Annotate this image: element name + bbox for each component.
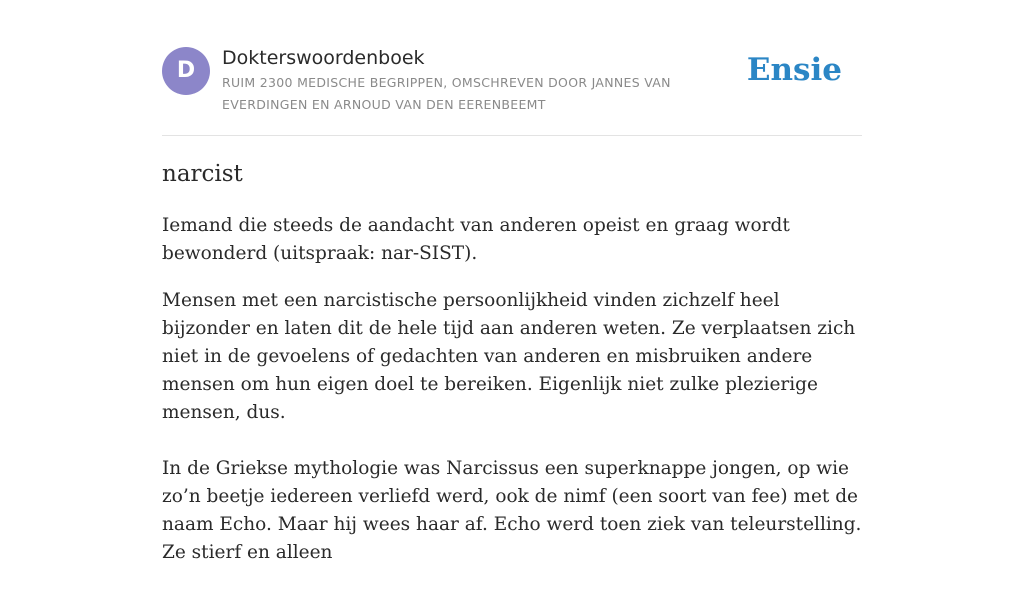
page-container: [162, 0, 862, 563]
source-name[interactable]: Dokterswoordenboek: [222, 47, 425, 69]
ensie-logo[interactable]: Ensie: [746, 52, 842, 88]
source-header: [162, 0, 862, 136]
entry-explanation: [162, 287, 862, 595]
source-avatar[interactable]: D: [162, 47, 210, 95]
entry-term: narcist: [162, 161, 243, 187]
entry-definition: Iemand die steeds de aandacht van anderen opeist en graag wordt bewonderd (uitspraak: nar-SIST).: [162, 215, 790, 264]
explanation-paragraph: Mensen met een narcistische persoonlijkheid vinden zichzelf heel bijzonder en laten dit de hele tijd aan anderen weten. Ze verplaatsen zich niet in de gevoelens of gedachten van anderen en misbruiken andere mensen om hun eigen doel te bereiken. Eigenlijk niet zulke plezierige mensen, dus.: [162, 290, 856, 423]
explanation-paragraph: In de Griekse mythologie was Narcissus een superknappe jongen, op wie zo’n beetje iedereen verliefd werd, ook de nimf (een soort van fee) met de naam Echo. Maar hij wees haar af. Echo werd toen ziek van teleurstelling. Ze stierf en alleen: [162, 458, 862, 563]
source-description: RUIM 2300 MEDISCHE BEGRIPPEN, OMSCHREVEN DOOR JANNES VAN EVERDINGEN EN ARNOUD VAN DEN EERENBEEMT: [222, 75, 671, 112]
